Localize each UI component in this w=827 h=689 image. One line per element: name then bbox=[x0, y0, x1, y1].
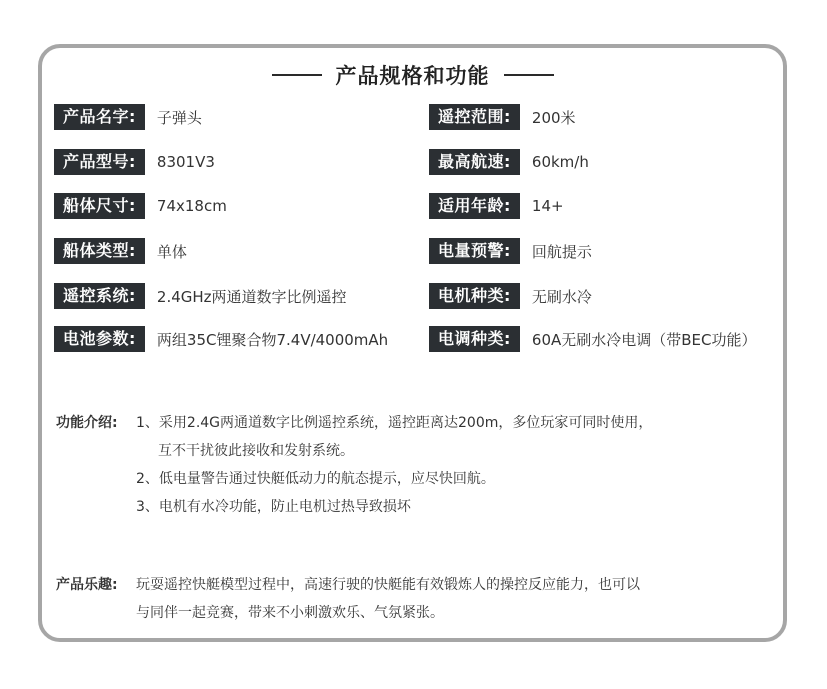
spec-value: 回航提示 bbox=[531, 242, 592, 261]
spec-label: 船体尺寸: bbox=[54, 193, 145, 219]
spec-row-remote-range bbox=[429, 104, 576, 130]
spec-value: 8301V3 bbox=[156, 153, 215, 171]
fun-section bbox=[56, 574, 756, 630]
spec-label: 电量预警: bbox=[429, 238, 520, 264]
spec-value: 60A无刷水冷电调（带BEC功能） bbox=[531, 330, 757, 349]
spec-value: 60km/h bbox=[531, 153, 589, 171]
spec-value: 子弹头 bbox=[156, 108, 202, 127]
spec-row-product-name bbox=[54, 104, 202, 130]
spec-label: 遥控范围: bbox=[429, 104, 520, 130]
fun-line: 玩耍遥控快艇模型过程中，高速行驶的快艇能有效锻炼人的操控反应能力，也可以 bbox=[136, 577, 640, 593]
spec-row-product-model bbox=[54, 149, 215, 175]
spec-row-top-speed bbox=[429, 149, 589, 175]
spec-row-battery bbox=[54, 326, 388, 352]
spec-row-hull-size bbox=[54, 193, 227, 219]
spec-label: 最高航速: bbox=[429, 149, 520, 175]
fun-label: 产品乐趣: bbox=[56, 577, 118, 593]
features-section bbox=[56, 412, 756, 522]
title-line-left bbox=[272, 74, 322, 76]
spec-label: 适用年龄: bbox=[429, 193, 520, 219]
features-line: 3、电机有水冷功能，防止电机过热导致损坏 bbox=[136, 499, 411, 515]
spec-row-esc-type bbox=[429, 326, 757, 352]
spec-value: 14+ bbox=[531, 197, 564, 215]
features-label: 功能介绍: bbox=[56, 415, 118, 431]
spec-label: 遥控系统: bbox=[54, 283, 145, 309]
spec-label: 产品名字: bbox=[54, 104, 145, 130]
spec-value: 单体 bbox=[156, 242, 187, 261]
spec-value: 200米 bbox=[531, 108, 576, 127]
title-line-right bbox=[504, 74, 554, 76]
spec-row-age bbox=[429, 193, 564, 219]
spec-value: 74x18cm bbox=[156, 197, 227, 215]
spec-row-motor-type bbox=[429, 283, 592, 309]
spec-label: 电池参数: bbox=[54, 326, 145, 352]
spec-row-battery-warning bbox=[429, 238, 592, 264]
spec-label: 电机种类: bbox=[429, 283, 520, 309]
fun-line: 与同伴一起竞赛，带来不小刺激欢乐、气氛紧张。 bbox=[136, 605, 444, 621]
spec-card bbox=[38, 44, 787, 642]
spec-row-remote-system bbox=[54, 283, 347, 309]
spec-label: 电调种类: bbox=[429, 326, 520, 352]
title-row bbox=[42, 60, 783, 90]
spec-value: 两组35C锂聚合物7.4V/4000mAh bbox=[156, 330, 389, 349]
features-line: 互不干扰彼此接收和发射系统。 bbox=[158, 443, 354, 459]
spec-label: 产品型号: bbox=[54, 149, 145, 175]
page-title: 产品规格和功能 bbox=[335, 64, 490, 88]
spec-value: 无刷水冷 bbox=[531, 287, 592, 306]
features-line: 2、低电量警告通过快艇低动力的航态提示，应尽快回航。 bbox=[136, 471, 495, 487]
features-line: 1、采用2.4G两通道数字比例遥控系统，遥控距离达200m，多位玩家可同时使用， bbox=[136, 415, 653, 431]
spec-row-hull-type bbox=[54, 238, 187, 264]
spec-value: 2.4GHz两通道数字比例遥控 bbox=[156, 287, 347, 306]
spec-label: 船体类型: bbox=[54, 238, 145, 264]
